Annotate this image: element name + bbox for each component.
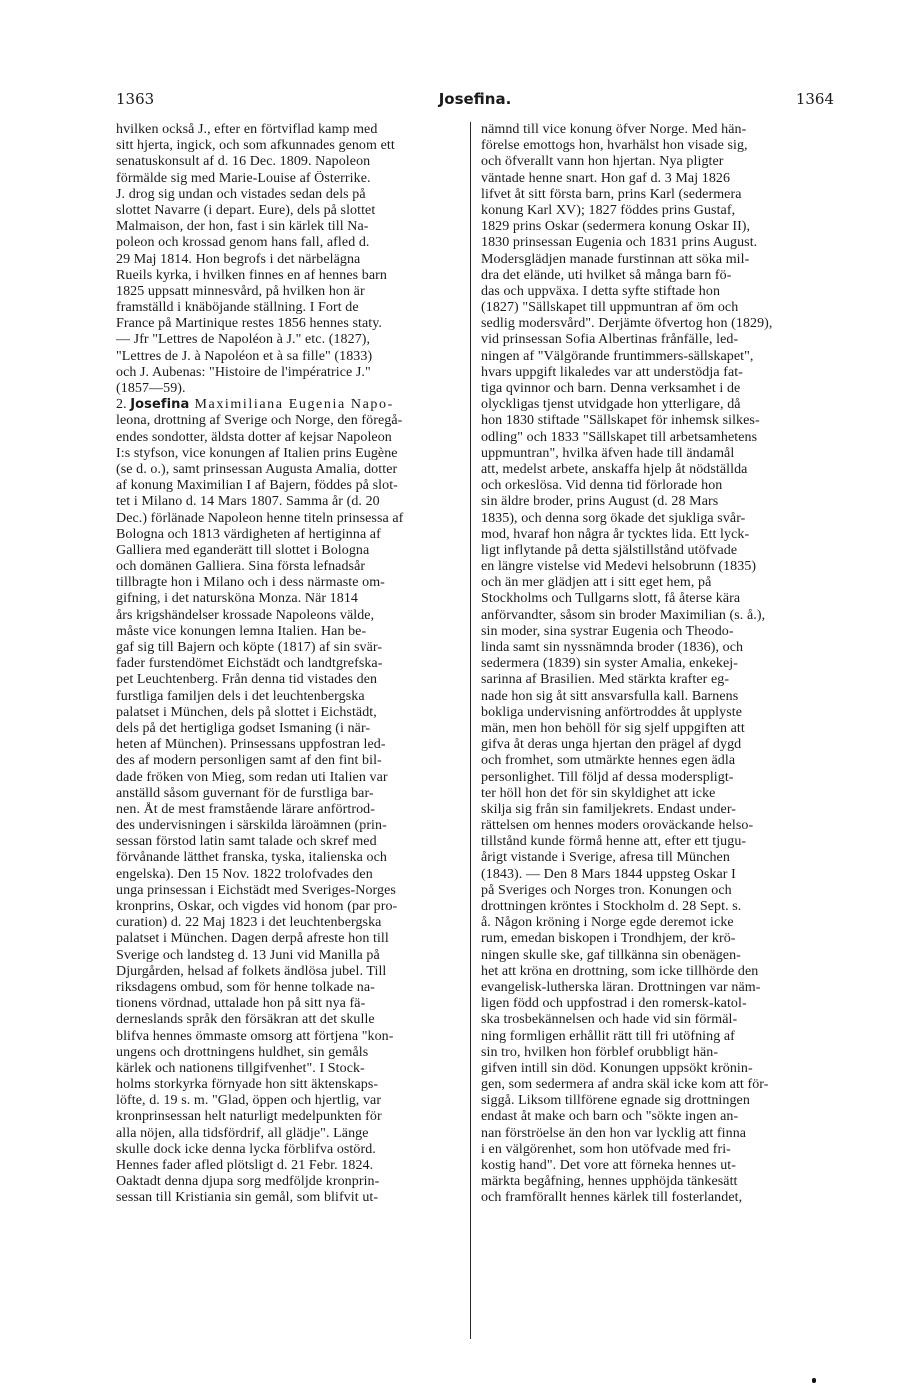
page-header bbox=[116, 90, 834, 110]
text-line: ligt inflytande på detta själstillstånd utöfvade bbox=[481, 542, 738, 558]
text-line: ningen af "Välgörande fruntimmers-sällskapet", bbox=[481, 348, 754, 364]
text-line: tionens vördnad, uttalade hon på sitt nya fä- bbox=[116, 996, 366, 1012]
text-line: senatuskonsult af d. 16 Dec. 1809. Napoleon bbox=[116, 154, 371, 170]
text-line: (1843). — Den 8 Mars 1844 uppsteg Oskar I bbox=[481, 866, 736, 882]
text-line: "Lettres de J. à Napoléon et à sa fille" (1833) bbox=[116, 348, 373, 364]
text-line: gifven intill sin död. Konungen uppsökt krönin- bbox=[481, 1060, 753, 1076]
text-line: heten af München). Prinsessans uppfostran led- bbox=[116, 737, 386, 753]
text-line: män, men hon behöll för sig sjelf uppgiften att bbox=[481, 720, 745, 736]
text-line: gifning, i det natursköna Monza. När 1814 bbox=[116, 591, 359, 607]
text-line: och J. Aubenas: "Histoire de l'impératrice J." bbox=[116, 364, 371, 380]
text-line: het att kröna en drottning, som icke tillhörde den bbox=[481, 963, 759, 979]
text-line: förelse emottogs hon, hvarhälst hon visade sig, bbox=[481, 138, 748, 154]
text-line: tet i Milano d. 14 Mars 1807. Samma år (d. 20 bbox=[116, 494, 380, 510]
text-line: furstliga familjen dels i det leuchtenbergska bbox=[116, 688, 365, 704]
text-line: hon 1830 stiftade "Sällskapet för inhemsk silkes- bbox=[481, 413, 760, 429]
text-line: Galliera med eganderätt till slottet i Bologna bbox=[116, 542, 370, 558]
text-line: skilja sig från sin familjekrets. Endast under- bbox=[481, 801, 737, 817]
text-line: väntade henne snart. Hon gaf d. 3 Maj 1826 bbox=[481, 170, 731, 186]
text-line: palatset i München, dels på slottet i Eichstädt, bbox=[116, 704, 377, 720]
text-line: endes sondotter, äldsta dotter af kejsar Napoleon bbox=[116, 429, 392, 445]
text-line: sessan förstod latin samt talade och skref med bbox=[116, 834, 377, 850]
text-line: förvånande lätthet franska, tyska, italienska och bbox=[116, 850, 387, 866]
text-line: ska trosbekännelsen och hade vid sin förmäl- bbox=[481, 1012, 738, 1028]
text-line: sedlig modersvård". Derjämte öfvertog hon (1829), bbox=[481, 316, 773, 332]
text-line: rum, emedan biskopen i Trondhjem, der krö- bbox=[481, 931, 736, 947]
text-line: kronprinsessan helt naturligt medelpunkten för bbox=[116, 1109, 382, 1125]
text-line: Oaktadt denna djupa sorg medföljde kronprin- bbox=[116, 1174, 380, 1190]
text-line: ligen född och uppfostrad i den romersk-katol- bbox=[481, 996, 747, 1012]
text-line: gifva åt deras unga hjertan den prägel af dygd bbox=[481, 737, 742, 753]
page-number-left: 1363 bbox=[116, 90, 155, 108]
text-line: vid prinsessan Sofia Albertinas frånfälle, led- bbox=[481, 332, 739, 348]
text-line: i en välgörenhet, som hon utöfvade med fri- bbox=[481, 1141, 731, 1157]
print-speck bbox=[812, 1378, 816, 1383]
text-line: holms storkyrka förnyade hon sitt äktenskaps- bbox=[116, 1077, 379, 1093]
text-line: nen. Åt de mest framstående lärare anförtrod- bbox=[116, 801, 375, 817]
text-line: kärlek och nationens tillgifvenhet". I Stock- bbox=[116, 1060, 365, 1076]
text-line: drottningen kröntes i Stockholm d. 28 Sept. s. bbox=[481, 899, 742, 914]
text-line: löfte, d. 19 s. m. "Glad, öppen och hjertlig, var bbox=[116, 1093, 382, 1109]
text-line: slottet Navarre (i depart. Eure), dels på slottet bbox=[116, 202, 376, 218]
text-line: ter höll hon det för sin skyldighet att icke bbox=[481, 785, 716, 801]
text-line: hvilken också J., efter en förtviflad kamp med bbox=[116, 122, 378, 137]
text-line: förmälde sig med Marie-Louise af Österrike. bbox=[116, 170, 371, 186]
text-line: rättelsen om hennes moders oroväckande helso- bbox=[481, 818, 754, 834]
text-line: dels på det hertigliga godset Ismaning (i när- bbox=[116, 720, 371, 736]
text-line: kostig hand". Det vore att förneka hennes ut- bbox=[481, 1158, 737, 1173]
text-line: unga prinsessan i Eichstädt med Sveriges-Norges bbox=[116, 882, 396, 898]
text-line: des af modern personligen samt af den fint bil- bbox=[116, 753, 382, 769]
text-line: anförvandter, såsom sin broder Maximilian (s. å.), bbox=[481, 607, 766, 623]
text-line: 1835), och denna sorg ökade det sjukliga svår- bbox=[481, 510, 746, 526]
text-line: sin äldre broder, prins August (d. 28 Mars bbox=[481, 494, 719, 510]
text-line: 1830 prinsessan Eugenia och 1831 prins August. bbox=[481, 235, 758, 251]
text-line: sitt hjerta, ingick, och som afkunnades genom ett bbox=[116, 138, 395, 154]
text-line: des undervisningen i särskilda läroämnen (prin- bbox=[116, 818, 387, 834]
text-line: mod, hvaraf hon några år tycktes lida. Ett lyck- bbox=[481, 526, 750, 542]
text-line: ning formligen erhållit rätt till fri utöfning af bbox=[481, 1028, 735, 1044]
text-line: engelska). Den 15 Nov. 1822 trolofvades den bbox=[116, 866, 373, 882]
text-line: derneslands språk den försäkran att det skulle bbox=[116, 1012, 375, 1028]
entry-headword: Josefina bbox=[130, 397, 190, 413]
text-line: sarinna af Brasilien. Med stärkta krafter eg- bbox=[481, 672, 730, 688]
text-line: framställd i knäböjande ställning. I Fort de bbox=[116, 300, 359, 316]
text-line: pet Leuchtenberg. Från denna tid vistades den bbox=[116, 672, 378, 688]
text-line: och än mer glädjen att i sitt eget hem, på bbox=[481, 575, 712, 591]
text-line: riksdagens ombud, som för henne tolkade na- bbox=[116, 979, 375, 995]
text-line: curation) d. 22 Maj 1823 i det leuchtenbergska bbox=[116, 915, 382, 931]
text-line: Bologna och 1813 värdigheten af hertiginna af bbox=[116, 526, 381, 542]
text-line: och orkeslösa. Vid denna tid förlorade hon bbox=[481, 478, 723, 494]
text-line: Sverige och landsteg d. 13 Juni vid Manilla på bbox=[116, 947, 380, 963]
text-line: leona, drottning af Sverige och Norge, den föregå- bbox=[116, 413, 403, 429]
text-line: J. drog sig undan och vistades sedan dels på bbox=[116, 186, 366, 202]
text-line: France på Martinique restes 1856 hennes staty. bbox=[116, 316, 382, 332]
text-line: årigt vistande i Sverige, afresa till München bbox=[481, 850, 730, 866]
text-line: poleon och krossad genom hans fall, afled d. bbox=[116, 235, 370, 251]
text-line: Dec.) förlänade Napoleon henne titeln prinsessa af bbox=[116, 510, 404, 526]
text-line: 1825 uppsatt minnesvård, på hvilken hon är bbox=[116, 283, 365, 299]
text-line: nan förströelse än den hon var lycklig att finna bbox=[481, 1125, 747, 1141]
text-line: sin moder, sina systrar Eugenia och Theodo- bbox=[481, 623, 734, 639]
text-line: Malmaison, der hon, fast i sin kärlek till Na- bbox=[116, 219, 369, 235]
text-line: års krigshändelser krossade Napoleons välde, bbox=[116, 607, 375, 623]
text-line: (se d. o.), samt prinsessan Augusta Amalia, dotter bbox=[116, 461, 398, 477]
text-line: gen, som sedermera af andra skäl icke kom att för- bbox=[481, 1077, 769, 1093]
text-line: hvars uppgift likaledes var att understödja fat- bbox=[481, 364, 743, 380]
text-line: sin tro, hvilken hon förblef orubbligt hän- bbox=[481, 1044, 719, 1060]
left-column bbox=[116, 122, 463, 1207]
text-line: och framförallt hennes kärlek till fosterlandet, bbox=[481, 1190, 743, 1206]
text-line: 2. Josefina Maximiliana Eugenia Napo- bbox=[116, 397, 394, 413]
text-line: olyckligas tjenst utvidgade hon ytterligare, då bbox=[481, 397, 741, 413]
text-line: endast åt make och barn och "sökte ingen an- bbox=[481, 1109, 739, 1125]
text-line: (1827) "Sällskapet till uppmuntran af öm och bbox=[481, 300, 739, 316]
text-line: och fromhet, som utmärkte hennes egen ädla bbox=[481, 753, 736, 769]
text-line: af konung Maximilian I af Bajern, föddes på slot- bbox=[116, 478, 398, 494]
text-line: gaf sig till Bajern och köpte (1817) af sin svär- bbox=[116, 640, 383, 655]
right-column bbox=[481, 122, 828, 1207]
running-title: Josefina. bbox=[438, 90, 512, 108]
text-line: — Jfr "Lettres de Napoléon à J." etc. (1827), bbox=[116, 332, 371, 348]
text-line: dra det elände, uti hvilket så många barn fö- bbox=[481, 267, 732, 283]
text-line: att, medelst arbete, anskaffa hjelp åt nödställda bbox=[481, 461, 748, 477]
text-line: ungens och drottningens huldhet, sin gemåls bbox=[116, 1044, 369, 1060]
text-line: dade fröken von Mieg, som redan uti Italien var bbox=[116, 769, 388, 785]
text-line: Djurgården, helsad af folkets ändlösa jubel. Till bbox=[116, 963, 387, 979]
text-line: märkta begåfning, hennes upphöjda tänkesätt bbox=[481, 1174, 738, 1190]
text-line: alla nöjen, alla tidsfördrif, all glädje". Länge bbox=[116, 1125, 369, 1141]
text-line: evangelisk-lutherska läran. Drottningen var näm- bbox=[481, 979, 761, 995]
text-line: å. Någon kröning i Norge egde deremot icke bbox=[481, 915, 734, 931]
text-line: kronprins, Oskar, och vigdes vid honom (par pro- bbox=[116, 899, 398, 914]
text-line: das och uppväxa. I detta syfte stiftade hon bbox=[481, 283, 721, 299]
text-line: Stockholms och Tullgarns slott, få återse kära bbox=[481, 591, 741, 607]
text-line: och öfverallt vann hon hjertan. Nya pligter bbox=[481, 154, 724, 170]
text-line: personlighet. Till följd af dessa moderspligt- bbox=[481, 769, 734, 785]
text-line: och domänen Galliera. Sina första lefnadsår bbox=[116, 559, 366, 575]
text-line: nade hon sig åt sitt ansvarsfulla kall. Barnens bbox=[481, 688, 739, 704]
text-line: tiga qvinnor och barn. Denna verksamhet i de bbox=[481, 381, 741, 396]
text-line: måste vice konungen lemna Italien. Han be- bbox=[116, 623, 367, 639]
text-line: fader furstendömet Eichstädt och landtgrefska- bbox=[116, 656, 383, 672]
text-line: sessan till Kristiania sin gemål, som blifvit ut- bbox=[116, 1190, 379, 1206]
text-line: siggå. Liksom tillförene egnade sig drottningen bbox=[481, 1093, 750, 1109]
text-line: tillstånd kunde förmå henne att, efter ett tjugu- bbox=[481, 834, 747, 850]
text-line: uppmuntran", hvilka äfven hade till ändamål bbox=[481, 445, 735, 461]
text-line: I:s styfson, vice konungen af Italien prins Eugène bbox=[116, 445, 398, 461]
text-line: skulle dock icke denna lycka förblifva ostörd. bbox=[116, 1141, 376, 1157]
text-line: på Sveriges och Norges tron. Konungen och bbox=[481, 882, 732, 898]
text-line: 29 Maj 1814. Hon begrofs i det närbelägna bbox=[116, 251, 361, 267]
text-line: Rueils kyrka, i hvilken finnes en af hennes barn bbox=[116, 267, 387, 283]
text-line: nämnd till vice konung öfver Norge. Med hän- bbox=[481, 122, 747, 137]
text-line: anställd såsom guvernant för de furstliga bar- bbox=[116, 785, 374, 801]
text-line: bokliga undervisning anförtroddes åt upplyste bbox=[481, 704, 742, 720]
text-line: tillbragte hon i Milano och i dess närmaste om- bbox=[116, 575, 385, 591]
text-line: Hennes fader afled plötsligt d. 21 Febr. 1824. bbox=[116, 1158, 374, 1173]
text-line: Modersglädjen manade furstinnan att söka mil- bbox=[481, 251, 750, 267]
text-line: linda samt sin nyssnämnda broder (1836), och bbox=[481, 640, 744, 655]
text-line: blifva hennes ömmaste omsorg att förtjena "kon- bbox=[116, 1028, 394, 1044]
page-number-right: 1364 bbox=[795, 90, 834, 108]
text-line: ningen skulle ske, gaf tillkänna sin obenägen- bbox=[481, 947, 741, 963]
text-line: en längre vistelse vid Medevi helsobrunn (1835) bbox=[481, 559, 757, 575]
text-line: sedermera (1839) sin syster Amalia, enkekej- bbox=[481, 656, 738, 672]
text-line: konung Karl XV); 1827 föddes prins Gustaf, bbox=[481, 202, 736, 218]
text-line: lifvet åt sitt första barn, prins Karl (sedermera bbox=[481, 186, 742, 202]
text-line: 1829 prins Oskar (sedermera konung Oskar II), bbox=[481, 219, 751, 235]
text-line: odling" och 1833 "Sällskapet till arbetsamhetens bbox=[481, 429, 758, 445]
column-divider bbox=[470, 122, 471, 1339]
text-line: (1857—59). bbox=[116, 381, 186, 396]
text-line: palatset i München. Dagen derpå afreste hon till bbox=[116, 931, 389, 947]
